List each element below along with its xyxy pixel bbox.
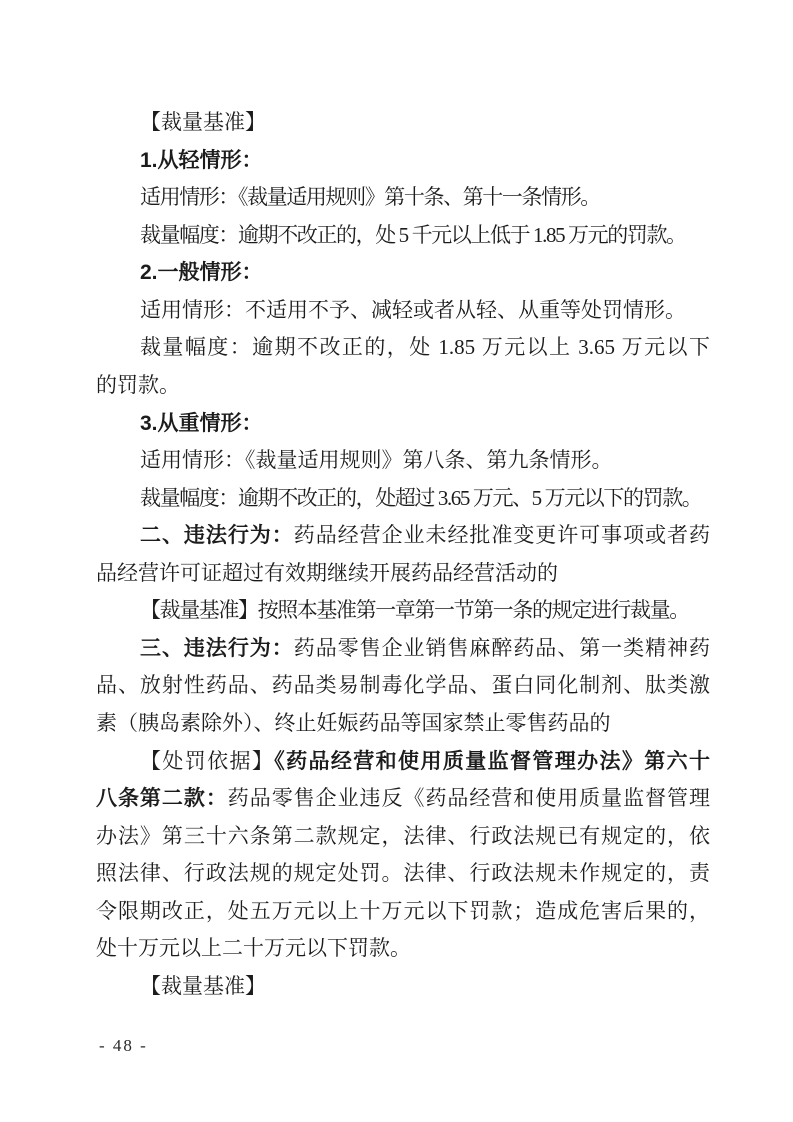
text-line: 裁量幅度：逾期不改正的，处超过 3.65 万元、5 万元以下的罚款。 <box>140 485 702 510</box>
text-line: 的罚款。 <box>96 372 180 397</box>
text-line: 裁量幅度：逾期不改正的，处 5 千元以上低于 1.85 万元的罚款。 <box>140 222 686 247</box>
line-bold-prefix: 三、违法行为： <box>140 636 294 660</box>
text-line: 适用情形：《裁量适用规则》第十条、第十一条情形。 <box>140 185 600 210</box>
line-bold-prefix: 八条第二款： <box>96 787 228 811</box>
text-line: 适用情形：《裁量适用规则》第八条、第九条情形。 <box>140 448 613 473</box>
text-line: 【裁量基准】 <box>140 110 266 134</box>
text-line <box>96 743 710 781</box>
text-line: 【裁量基准】 <box>140 973 266 998</box>
text-line: 【裁量基准】按照本基准第一章第一节第一条的规定进行裁量。 <box>140 598 689 623</box>
page-number: - 48 - <box>99 1036 148 1055</box>
text-line: 适用情形：不适用不予、减轻或者从轻、从重等处罚情形。 <box>140 297 686 322</box>
text-line: 照法律、行政法规的规定处罚。法律、行政法规未作规定的，责 <box>96 861 710 886</box>
text-line: 处十万元以上二十万元以下罚款。 <box>96 936 411 961</box>
text-line: 令限期改正，处五万元以上十万元以下罚款；造成危害后果的， <box>96 898 710 923</box>
section-heading: 3.从重情形： <box>140 411 263 435</box>
text-line <box>96 517 710 555</box>
text-line: 办法》第三十六条第二款规定，法律、行政法规已有规定的，依 <box>96 823 710 848</box>
line-bold-prefix: 二、违法行为： <box>140 524 294 548</box>
text-line: 裁量幅度：逾期不改正的，处 1.85 万元以上 3.65 万元以下 <box>140 335 710 360</box>
line-bold-text: 《药品经营和使用质量监督管理办法》第六十 <box>274 749 710 773</box>
line-text: 药品经营企业未经批准变更许可事项或者药 <box>293 523 710 548</box>
line-text: 药品零售企业销售麻醉药品、第一类精神药 <box>293 635 710 660</box>
section-heading: 1.从轻情形： <box>140 148 263 172</box>
text-line: 品、放射性药品、药品类易制毒化学品、蛋白同化制剂、肽类激 <box>96 673 710 698</box>
section-heading: 2.一般情形： <box>140 261 263 285</box>
text-line <box>96 630 710 668</box>
line-text: 【处罚依据】 <box>140 748 275 773</box>
page-content <box>96 104 710 1006</box>
text-line: 素（胰岛素除外）、终止妊娠药品等国家禁止零售药品的 <box>96 711 611 735</box>
text-line: 品经营许可证超过有效期继续开展药品经营活动的 <box>96 560 558 585</box>
text-line <box>96 780 710 818</box>
line-text: 药品零售企业违反《药品经营和使用质量监督管理 <box>227 786 710 811</box>
